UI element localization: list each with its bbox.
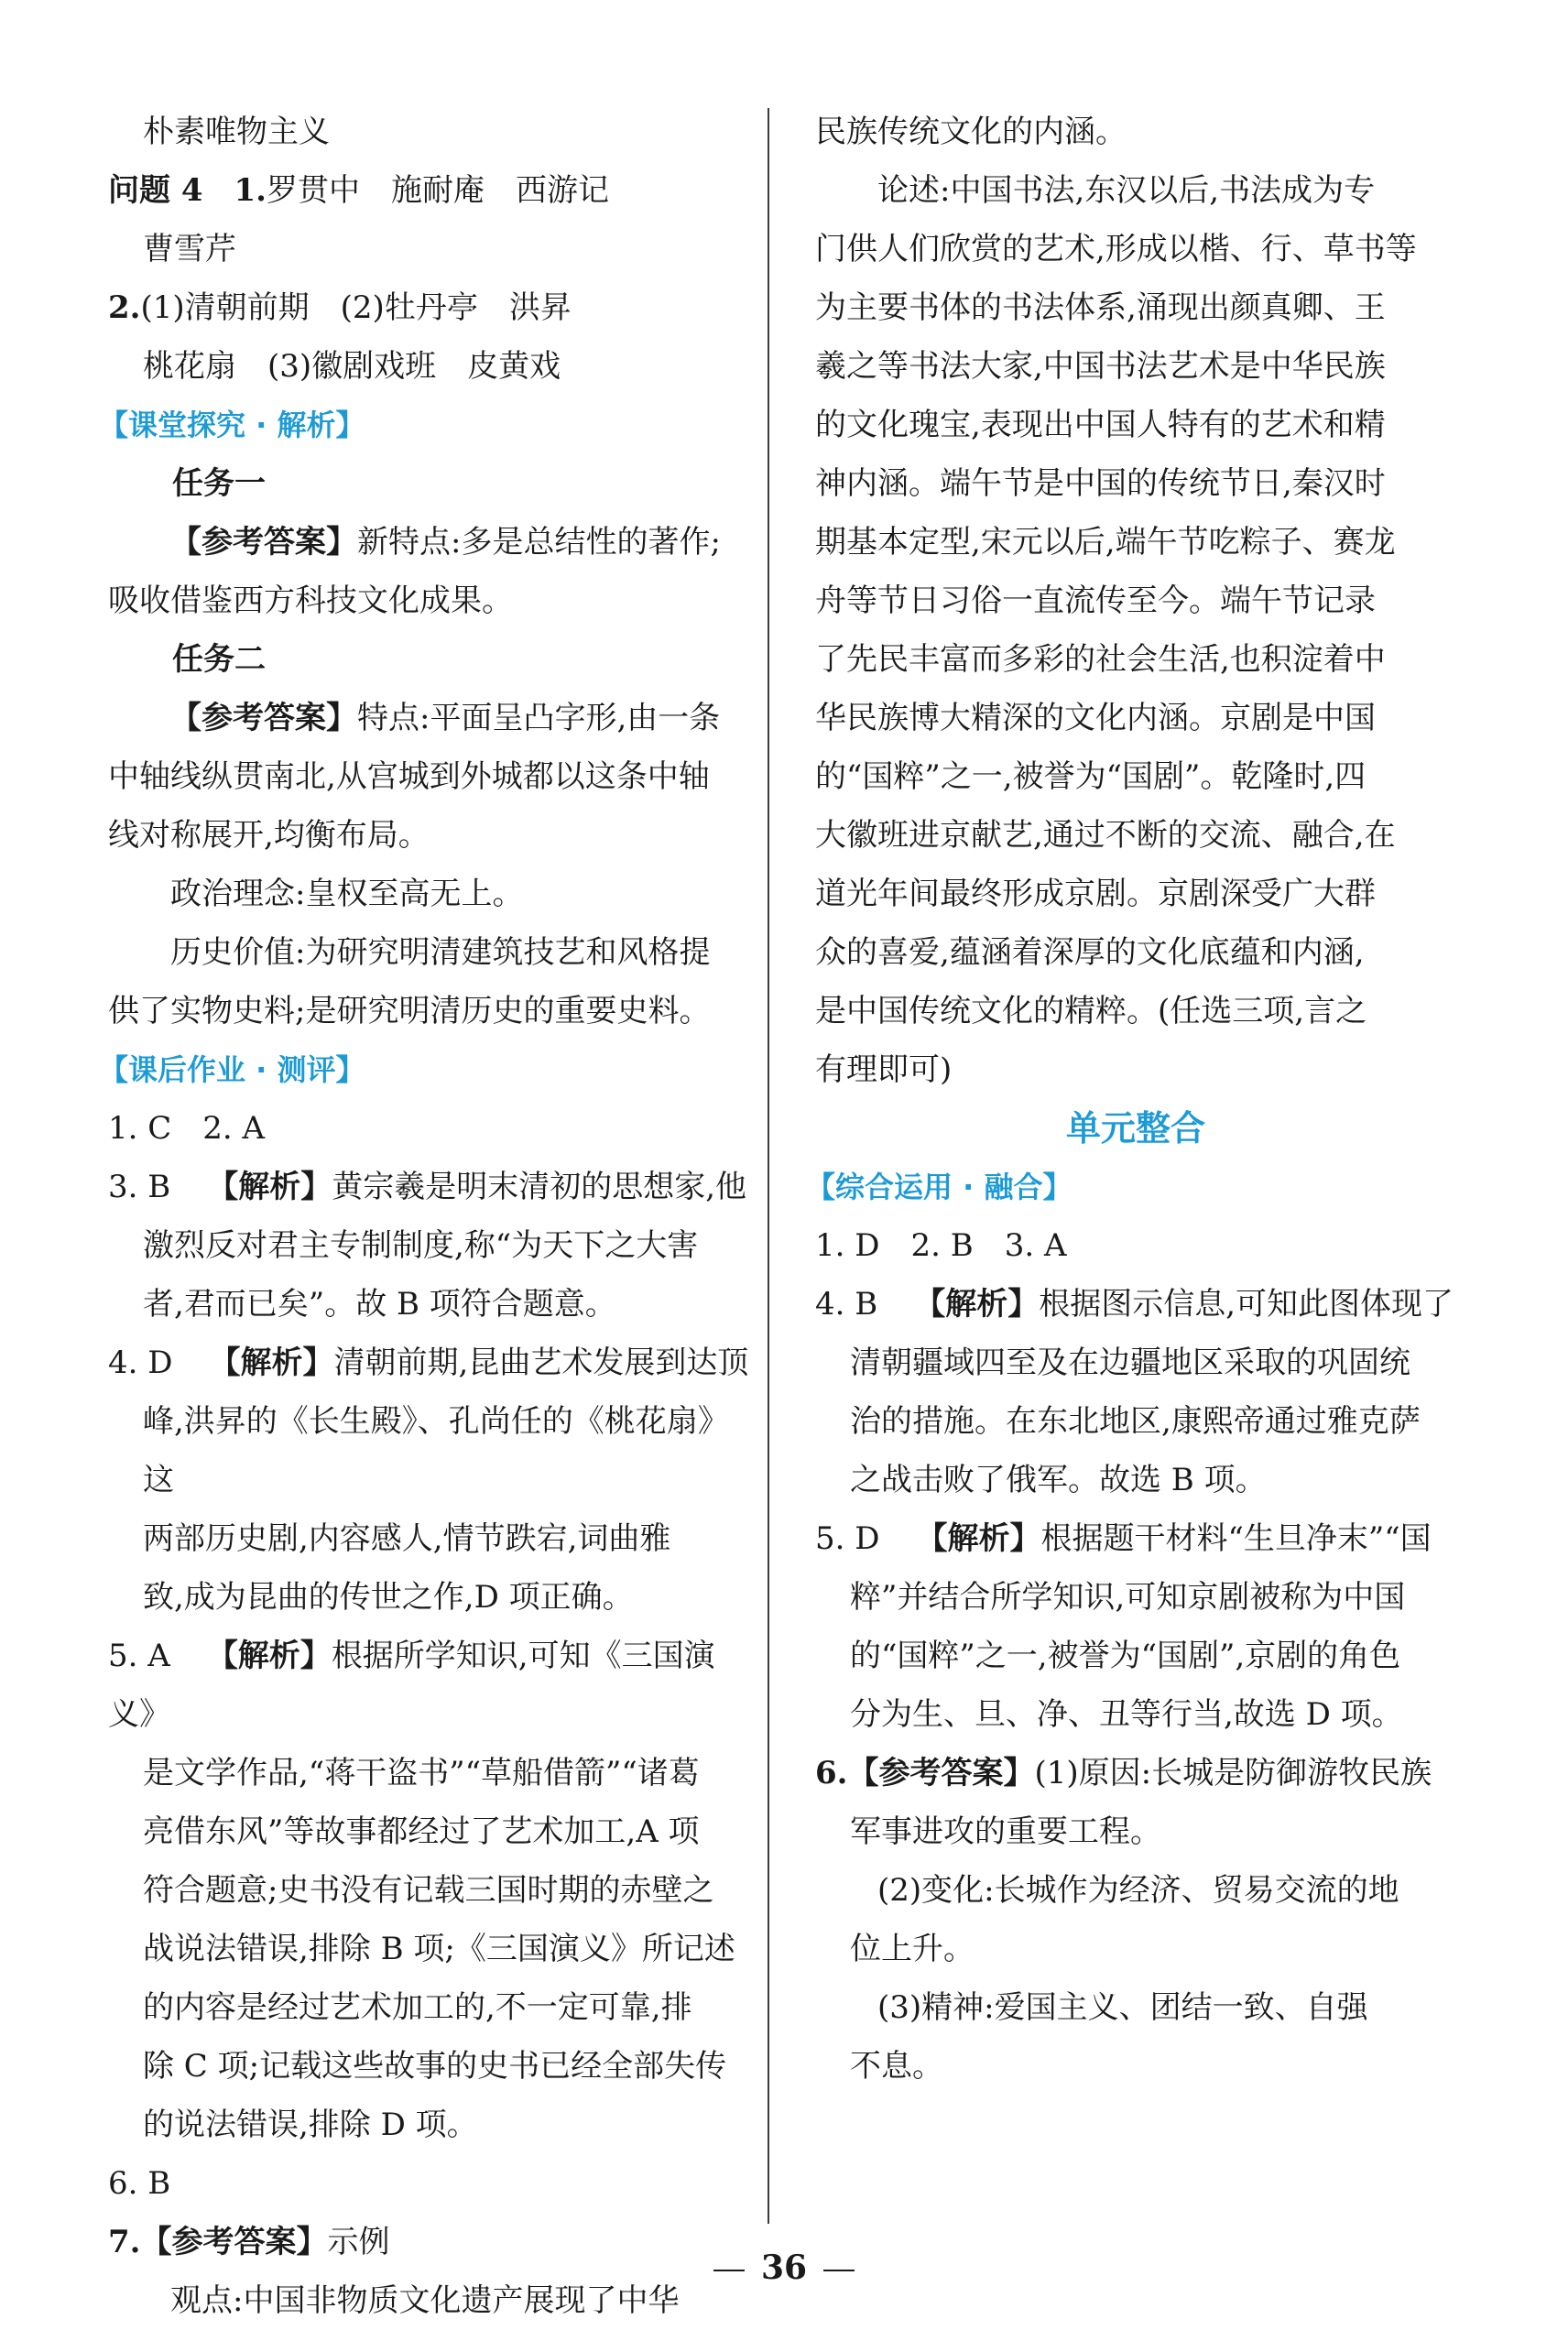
text-line: 众的喜爱,蕴涵着深厚的文化底蕴和内涵, [815, 934, 1365, 971]
page-number [0, 2248, 1568, 2287]
answer-line: 6. B [108, 2165, 171, 2202]
left-column [99, 103, 749, 2330]
text-line: 之战击败了俄军。故选 B 项。 [850, 1462, 1267, 1498]
answer-text: (1)原因:长城是防御游牧民族 [1034, 1755, 1432, 1791]
section-heading-comprehensive: 【综合运用 · 融合】 [806, 1170, 1073, 1204]
text-line: 的“国粹”之一,被誉为“国剧”,京剧的角色 [850, 1638, 1401, 1674]
text-line: 曹雪芹 [143, 231, 236, 267]
text-line: 政治理念:皇权至高无上。 [170, 876, 524, 912]
text-line: 治的措施。在东北地区,康熙帝通过雅克萨 [850, 1403, 1421, 1440]
text-line: 民族传统文化的内涵。 [815, 114, 1127, 150]
answer-text: 特点:平面呈凸字形,由一条 [357, 700, 721, 736]
page-number-text: 36 [760, 2248, 808, 2287]
text-line: 的说法错误,排除 D 项。 [143, 2107, 478, 2143]
text-line: 者,君而已矣”。故 B 项符合题意。 [143, 1286, 616, 1323]
text-line: 为主要书体的书法体系,涌现出颜真卿、王 [815, 289, 1386, 326]
task-heading: 任务一 [172, 465, 266, 502]
text-line: 华民族博大精深的文化内涵。京剧是中国 [815, 700, 1376, 736]
text-line: 是中国传统文化的精粹。(任选三项,言之 [815, 993, 1367, 1029]
text-line: 期基本定型,宋元以后,端午节吃粽子、赛龙 [815, 524, 1396, 561]
text-line: 神内涵。端午节是中国的传统节日,秦汉时 [815, 465, 1386, 502]
text-line: 不息。 [850, 2048, 943, 2085]
text-line: 两部历史剧,内容感人,情节跌宕,词曲雅 [143, 1520, 671, 1557]
text-line: 舟等节日习俗一直流传至今。端午节记录 [815, 582, 1376, 619]
text-line: 有理即可) [815, 1051, 953, 1088]
explain-label: 【解析】 [207, 1169, 332, 1205]
text-line: 供了实物史料;是研究明清历史的重要史料。 [108, 993, 711, 1029]
text-line: 朴素唯物主义 [143, 114, 330, 150]
text-line: 论述:中国书法,东汉以后,书法成为专 [877, 172, 1376, 209]
explain-label: 【解析】 [914, 1286, 1040, 1323]
text-line: 除 C 项;记载这些故事的史书已经全部失传 [143, 2048, 727, 2085]
item-number: 5. A [108, 1638, 170, 1674]
answer-text: 清朝前期,昆曲艺术发展到达顶 [333, 1345, 749, 1381]
text-line: 羲之等书法大家,中国书法艺术是中华民族 [815, 348, 1386, 385]
text-line: 的文化瑰宝,表现出中国人特有的艺术和精 [815, 407, 1386, 443]
text-line: 军事进攻的重要工程。 [850, 1813, 1161, 1850]
answer-text: 新特点:多是总结性的著作; [357, 524, 721, 561]
explain-label: 【解析】 [209, 1345, 334, 1381]
question-label: 问题 4 [108, 172, 203, 209]
section-heading-classroom: 【课堂探究 · 解析】 [99, 408, 365, 442]
text-line: 的“国粹”之一,被誉为“国剧”。乾隆时,四 [815, 758, 1367, 795]
answer-text: (1)清朝前期 (2)牡丹亭 洪昇 [140, 289, 572, 326]
text-line: 战说法错误,排除 B 项;《三国演义》所记述 [143, 1931, 735, 1967]
answer-text: 黄宗羲是明末清初的思想家,他 [332, 1169, 747, 1205]
answer-label: 【参考答案】 [170, 700, 357, 736]
item-number: 4. B [815, 1286, 878, 1323]
text-line: 清朝疆域四至及在边疆地区采取的巩固统 [850, 1345, 1410, 1381]
text-line: 观点:中国非物质文化遗产展现了中华 [170, 2282, 680, 2319]
answer-label: 【参考答案】 [847, 1755, 1035, 1791]
text-line: 致,成为昆曲的传世之作,D 项正确。 [143, 1579, 634, 1616]
text-line: (2)变化:长城作为经济、贸易交流的地 [877, 1872, 1399, 1909]
item-number: 6. [815, 1755, 848, 1791]
text-line: 道光年间最终形成京剧。京剧深受广大群 [815, 876, 1376, 912]
text-line: 符合题意;史书没有记载三国时期的赤壁之 [143, 1872, 714, 1909]
answer-line [108, 513, 749, 572]
task-heading: 任务二 [172, 641, 266, 678]
answer-text: 根据题干材料“生旦净末”“国 [1040, 1520, 1432, 1557]
answer-line [108, 1334, 749, 1392]
answer-line [815, 1275, 1456, 1334]
text-line: 粹”并结合所学知识,可知京剧被称为中国 [850, 1579, 1406, 1616]
right-column [806, 103, 1456, 2096]
text-line: 是文学作品,“蒋干盗书”“草船借箭”“诸葛 [143, 1755, 700, 1791]
item-number: 4. D [108, 1345, 173, 1381]
text-line: 亮借东风”等故事都经过了艺术加工,A 项 [143, 1813, 700, 1850]
answer-line [108, 278, 749, 337]
text-line: 了先民丰富而多彩的社会生活,也积淀着中 [815, 641, 1386, 678]
text-line: 中轴线纵贯南北,从宫城到外城都以这条中轴 [108, 758, 710, 795]
text-line: 吸收借鉴西方科技文化成果。 [108, 582, 513, 619]
item-number: 1. [234, 172, 267, 209]
answer-line [108, 1158, 749, 1216]
answer-text: 根据图示信息,可知此图体现了 [1039, 1286, 1454, 1323]
text-line: 大徽班进京献艺,通过不断的交流、融合,在 [815, 817, 1396, 854]
unit-title: 单元整合 [1065, 1107, 1205, 1149]
answer-text: 罗贯中 施耐庵 西游记 [267, 172, 609, 209]
explain-label: 【解析】 [916, 1520, 1041, 1557]
answer-line: 1. C 2. A [108, 1110, 266, 1147]
answer-line [815, 1744, 1456, 1802]
section-heading-homework: 【课后作业 · 测评】 [99, 1052, 365, 1087]
answer-text: 示例 [327, 2224, 390, 2260]
text-line: 峰,洪昇的《长生殿》、孔尚任的《桃花扇》这 [143, 1403, 729, 1498]
answer-line: 1. D 2. B 3. A [815, 1227, 1067, 1264]
text-line: 线对称展开,均衡布局。 [108, 817, 430, 854]
answer-line [108, 1627, 749, 1744]
answer-line [108, 689, 749, 747]
text-line: 桃花扇 (3)徽剧戏班 皮黄戏 [143, 348, 561, 385]
answer-line [815, 1509, 1456, 1568]
answer-text: 根据所学知识,可知《三国演义》 [108, 1638, 715, 1733]
answer-label: 【参考答案】 [170, 524, 357, 561]
question-4-line [108, 161, 749, 220]
column-divider [768, 108, 769, 2224]
explain-label: 【解析】 [206, 1638, 332, 1674]
item-number: 3. B [108, 1169, 171, 1205]
text-line: (3)精神:爱国主义、团结一致、自强 [877, 1989, 1368, 2026]
item-number: 7. [108, 2224, 141, 2260]
text-line: 历史价值:为研究明清建筑技艺和风格提 [170, 934, 711, 971]
answer-label: 【参考答案】 [140, 2224, 328, 2260]
item-number: 5. D [815, 1520, 880, 1557]
text-line: 激烈反对君主专制制度,称“为天下之大害 [143, 1227, 699, 1264]
text-line: 门供人们欣赏的艺术,形成以楷、行、草书等 [815, 231, 1417, 267]
text-line: 的内容是经过艺术加工的,不一定可靠,排 [143, 1989, 692, 2026]
text-line: 位上升。 [850, 1931, 975, 1967]
item-number: 2. [108, 289, 141, 326]
text-line: 分为生、旦、净、丑等行当,故选 D 项。 [850, 1696, 1403, 1733]
